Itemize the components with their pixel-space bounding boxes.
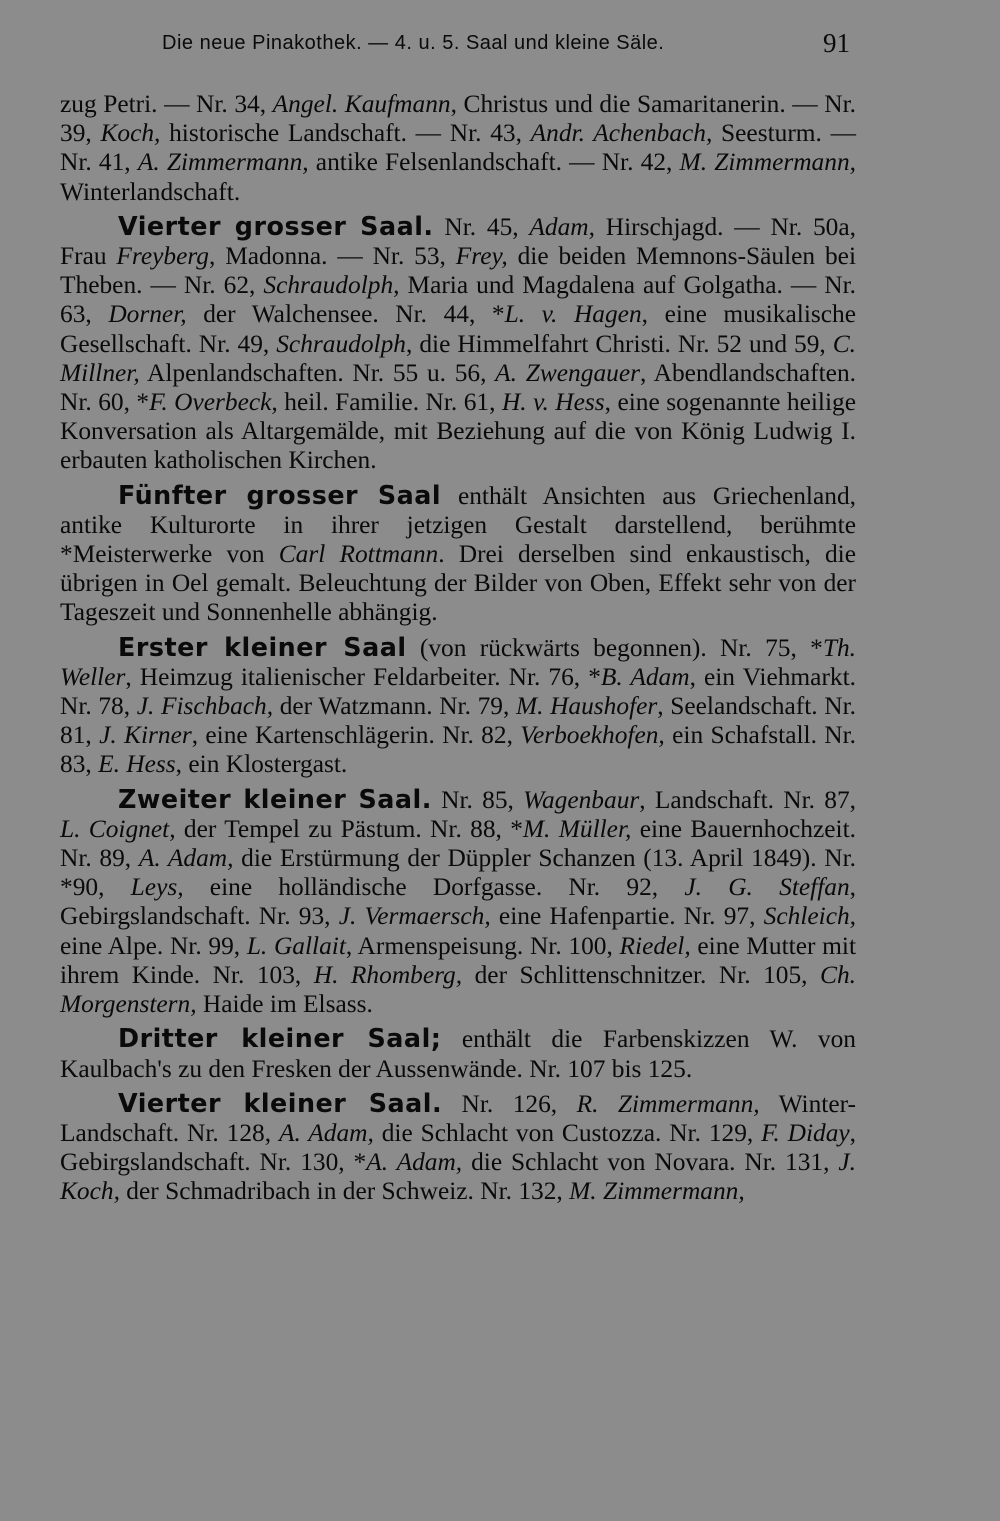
artist-name: A. Zwengauer [495,358,640,387]
section-heading: Erster kleiner Saal [118,631,407,662]
artist-name: Ch. Morgenstern, [60,960,856,1019]
text-run: der Walchensee. Nr. 44, * [186,300,505,329]
artist-name: J. G. Steffan [684,873,850,902]
artist-name: Riedel, [619,931,691,960]
text-run: , Christus und die Samaritanerin. — Nr. 39, [60,90,856,148]
text-run: Nr. 45, [433,212,530,241]
artist-name: C. Millner, [60,329,857,387]
artist-name: F. Diday [761,1118,850,1147]
running-head: Die neue Pinakothek. — 4. u. 5. Saal und kleine Säle. [162,32,665,54]
section-heading: Vierter grosser Saal. [118,210,434,241]
text-run: Maria und Magdalena auf Golgatha. — Nr. 63, [60,271,856,329]
section-heading: Vierter kleiner Saal. [118,1087,443,1118]
text-run: , Madonna. — Nr. 53, [209,242,456,271]
text-run: , eine musikalische Gesellschaft. Nr. 49, [60,300,856,358]
text-run: eine holländische Dorfgasse. Nr. 92, [183,873,685,902]
section-heading: Zweiter kleiner Saal. [118,783,432,814]
text-run: eine Mutter mit ihrem Kinde. Nr. 103, [60,931,857,989]
artist-name: Dorner, [108,300,187,329]
artist-name: Carl Rottmann [278,540,439,569]
artist-name: L. Gallait [246,931,346,960]
artist-name: H. v. Hess [501,388,605,417]
text-run: , ein Klostergast. [175,750,348,779]
text-run: , Armenspeisung. Nr. 100, [345,931,620,960]
text-run: der Schlittenschnitzer. Nr. 105, [462,960,821,989]
artist-name: Wagenbaur [523,785,640,814]
text-run: Haide im Elsass. [196,990,373,1019]
text-run: , Heimzug italienischer Feldarbeiter. Nr. 76, * [125,662,601,691]
text-run: eine Alpe. Nr. 99, [60,931,247,960]
artist-name: Th. Weller [60,633,856,691]
artist-name: J. Vermaersch, [338,902,491,931]
text-run: antike Felsenlandschaft. — Nr. 42, [308,148,680,177]
text-run: Nr. 85, [431,785,524,814]
section-heading: Fünfter grosser Saal [118,479,442,510]
text-run: , ein Viehmarkt. Nr. 78, [60,662,856,721]
text-run: die beiden Memnons-Säulen bei Theben. — Nr. 62, [60,242,857,300]
artist-name: Frey, [455,242,508,271]
text-run: enthält Ansichten aus Griechenland, antike Kulturorte in ihrer jetzigen Gestalt darstellend, berühmte *Meisterwerke von [60,481,856,569]
text-run: , Gebirgslandschaft. Nr. 93, [60,873,857,931]
artist-name: A. Adam, [366,1148,463,1177]
paragraph-erster-kleiner-saal [60,633,856,780]
text-run: der Watzmann. Nr. 79, [273,692,516,721]
text-run: , die Himmelfahrt Christi. Nr. 52 und 59, [406,329,833,358]
text-run: zug Petri. — Nr. 34, [60,90,273,118]
text-run: eine Hafenpartie. Nr. 97, [490,902,764,931]
paragraph-vierter-kleiner-saal [60,1089,856,1207]
artist-name: Schleich, [763,902,857,931]
page-number: 91 [823,28,850,58]
text-run: , eine Kartenschlägerin. Nr. 82, [191,721,521,750]
artist-name: F. Overbeck, [149,388,278,417]
text-run: Winterlandschaft. [60,177,241,206]
artist-name: Schraudolph, [263,271,400,300]
artist-name: A. Zimmermann, [137,148,309,177]
text-run: Winter-Landschaft. Nr. 128, [60,1089,857,1147]
artist-name: Adam, [529,212,595,241]
text-run: , Abendlandschaften. Nr. 60, * [60,358,856,417]
text-run: , eine sogenannte heilige Konversation als Altargemälde, mit Beziehung auf die von König Ludwig I. erbauten katholischen Kirchen. [60,388,857,475]
artist-name: Leys, [130,873,184,902]
artist-name: Schraudolph [276,329,407,358]
artist-name: Andr. Achenbach, [530,119,713,148]
artist-name: M. Zimmermann, [679,148,856,177]
artist-name: M. Zimmermann, [569,1177,745,1206]
artist-name: E. Hess [98,750,176,779]
artist-name: J. Kirner [99,721,192,750]
artist-name: Angel. Kaufmann [272,90,451,118]
artist-name: L. v. Hagen [504,300,642,329]
artist-name: M. Haushofer [515,692,658,721]
paragraph-zweiter-kleiner-saal [60,785,856,1020]
text-run: . Drei derselben sind enkaustisch, die übrigen in Oel gemalt. Beleuchtung der Bilder von Oben, Effekt sehr von der Tageszeit und Sonnenhelle abhängig. [60,540,856,627]
artist-name: J. Fischbach, [136,692,274,721]
artist-name: Koch, [100,119,161,148]
paragraph-fuenfter-grosser-saal [60,481,856,628]
paragraph-dritter-kleiner-saal [60,1024,856,1083]
text-run: Alpenlandschaften. Nr. 55 u. 56, [139,358,496,387]
text-run: der Schmadribach in der Schweiz. Nr. 132, [119,1177,570,1206]
text-run: Nr. 126, [442,1089,577,1118]
artist-name: H. Rhomberg, [313,960,463,989]
text-run: eine Bauernhochzeit. Nr. 89, [60,814,857,873]
text-run: der Tempel zu Pästum. Nr. 88, * [175,814,523,843]
text-run: die Erstürmung der Düppler Schanzen (13. April 1849). Nr. *90, [60,844,856,902]
text-run: heil. Familie. Nr. 61, [277,388,502,417]
artist-name: Freyberg [116,242,209,271]
artist-name: A. Adam, [278,1118,374,1147]
body-text [60,90,856,1207]
artist-name: A. Adam, [138,844,234,873]
artist-name: M. Müller, [522,814,632,843]
text-run: Hirschjagd. — Nr. 50a, Frau [60,212,856,271]
text-run: ein Schafstall. Nr. 83, [60,721,856,779]
artist-name: J. Koch, [60,1148,856,1206]
artist-name: R. Zimmermann, [576,1089,760,1118]
text-run: die Schlacht von Custozza. Nr. 129, [373,1118,762,1147]
text-run: (von rückwärts begonnen). Nr. 75, * [406,633,823,662]
text-run: enthält die Farbenskizzen W. von Kaulbach's zu den Fresken der Aussenwände. Nr. 107 bis 125. [60,1025,856,1083]
artist-name: L. Coignet, [60,814,176,843]
page-header [62,28,856,64]
text-run: historische Landschaft. — Nr. 43, [160,119,531,148]
text-run: , Landschaft. Nr. 87, [639,785,856,814]
artist-name: Verboekhofen, [520,721,665,750]
text-run: die Schlacht von Novara. Nr. 131, [462,1148,839,1177]
section-heading: Dritter kleiner Saal; [118,1023,442,1054]
text-run: , Seelandschaft. Nr. 81, [60,692,856,750]
text-run: Seesturm. — Nr. 41, [60,119,856,177]
text-run: , Gebirgslandschaft. Nr. 130, * [60,1118,857,1177]
paragraph-continuation [60,90,856,207]
artist-name: B. Adam [600,662,690,691]
paragraph-vierter-grosser-saal [60,212,856,476]
